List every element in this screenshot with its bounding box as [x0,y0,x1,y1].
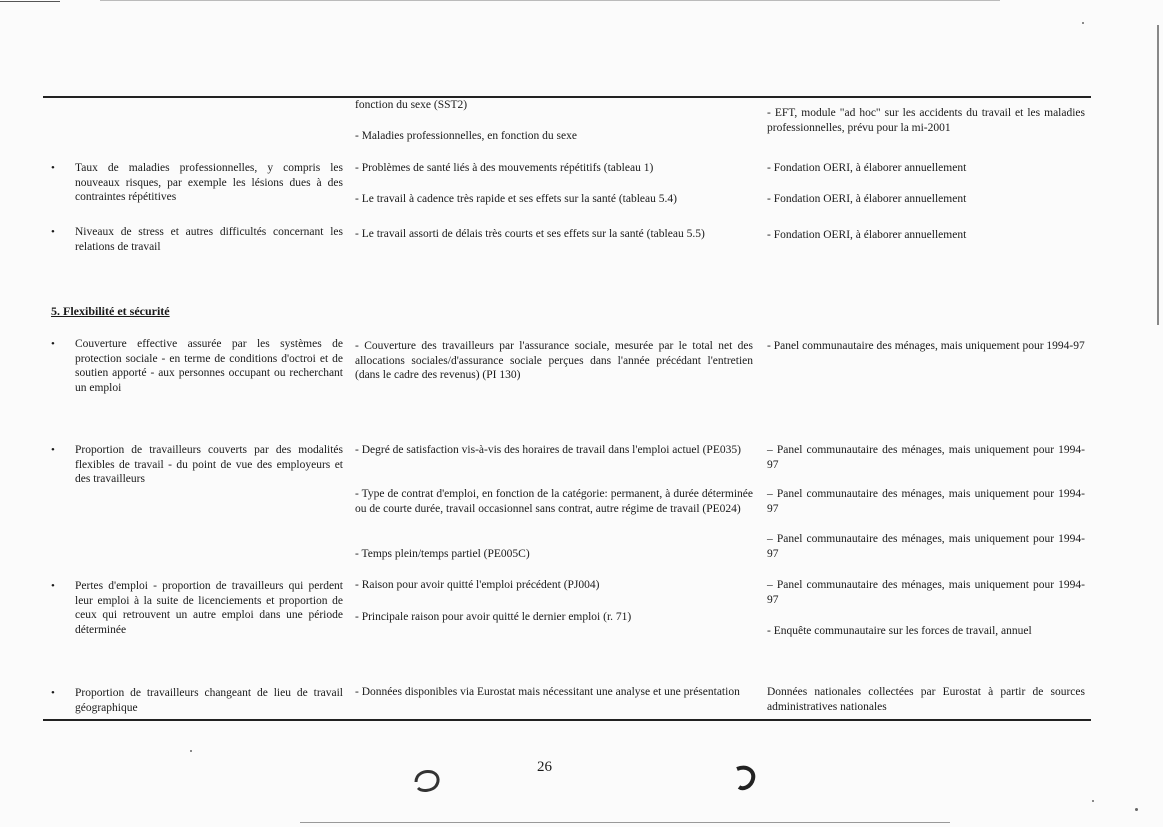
cell-text: - Fondation OERI, à élaborer annuellement [767,229,967,241]
cell-text: - Fondation OERI, à élaborer annuellement [767,193,967,205]
cell-text: - EFT, module "ad hoc" sur les accidents du travail et les maladies professionnelles, prévu pour la mi-2001 [767,107,1085,134]
bullet: • [51,226,55,238]
cell-text: - Raison pour avoir quitté l'emploi précédent (PJ004) [355,579,600,591]
scan-artifact-line [300,822,950,823]
scan-artifact-line [0,1,60,2]
binding-hole-mark [412,768,442,794]
cell-text: - Maladies professionnelles, en fonction du sexe [355,130,577,142]
page-number: 26 [537,759,552,775]
bullet: • [51,444,55,456]
scan-speck [190,750,192,752]
indicator-text: Couverture effective assurée par les systèmes de protection sociale - en terme de conditions d'octroi et de soutien apporté - aux personnes occupant ou recherchant un emploi [75,338,343,394]
bullet: • [51,338,55,350]
cell-text: - Données disponibles via Eurostat mais nécessitant une analyse et une présentation [355,686,740,698]
indicator-text: Niveaux de stress et autres difficultés concernant les relations de travail [75,226,343,253]
cell-text: - Fondation OERI, à élaborer annuellement [767,162,967,174]
scan-artifact-edge [1157,25,1159,325]
scan-speck [1082,22,1084,24]
binding-hole-mark [733,763,759,793]
cell-text: – Panel communautaire des ménages, mais uniquement pour 1994-97 [767,533,1085,560]
indicator-text: Pertes d'emploi - proportion de travailleurs qui perdent leur emploi à la suite de licenciements et proportion de ceux qui retrouvent un autre emploi dans une période déterminée [75,580,343,636]
indicator-text: Proportion de travailleurs couverts par des modalités flexibles de travail - du point de vue des employeurs et des travailleurs [75,444,343,485]
cell-text: - Type de contrat d'emploi, en fonction de la catégorie: permanent, à durée déterminée ou de courte durée, travail occasionnel sans contrat, autre régime de travail (PE024) [355,488,753,515]
cell-text: - Enquête communautaire sur les forces de travail, annuel [767,625,1032,637]
scan-speck [1135,808,1138,811]
scan-artifact-line [100,0,1000,1]
cell-text: - Couverture des travailleurs par l'assurance sociale, mesurée par le total net des allocations sociales/d'assurance sociale perçues dans l'année précédant l'entretien (dans le cadre des revenus) (PI 130) [355,340,753,381]
bullet: • [51,580,55,592]
bullet: • [51,162,55,174]
cell-text: - Principale raison pour avoir quitté le dernier emploi (r. 71) [355,611,632,623]
cell-text: - Problèmes de santé liés à des mouvements répétitifs (tableau 1) [355,162,654,174]
scan-speck [1092,800,1094,802]
indicator-text: Proportion de travailleurs changeant de lieu de travail géographique [75,687,343,714]
cell-text: - Degré de satisfaction vis-à-vis des horaires de travail dans l'emploi actuel (PE035) [355,444,741,456]
cell-text: Données nationales collectées par Eurostat à partir de sources administratives nationales [767,686,1085,713]
cell-text: - Temps plein/temps partiel (PE005C) [355,548,530,560]
section-title: 5. Flexibilité et sécurité [51,304,170,318]
cell-text: fonction du sexe (SST2) [355,99,468,111]
cell-text: – Panel communautaire des ménages, mais uniquement pour 1994-97 [767,579,1085,606]
cell-text: – Panel communautaire des ménages, mais uniquement pour 1994-97 [767,444,1085,471]
cell-text: - Panel communautaire des ménages, mais uniquement pour 1994-97 [767,340,1085,352]
table-bottom-rule [43,719,1091,721]
cell-text: – Panel communautaire des ménages, mais uniquement pour 1994-97 [767,488,1085,515]
cell-text: - Le travail assorti de délais très courts et ses effets sur la santé (tableau 5.5) [355,228,705,240]
cell-text: - Le travail à cadence très rapide et ses effets sur la santé (tableau 5.4) [355,193,677,205]
bullet: • [51,687,55,699]
indicator-text: Taux de maladies professionnelles, y compris les nouveaux risques, par exemple les lésions dues à des contraintes répétitives [75,162,343,203]
